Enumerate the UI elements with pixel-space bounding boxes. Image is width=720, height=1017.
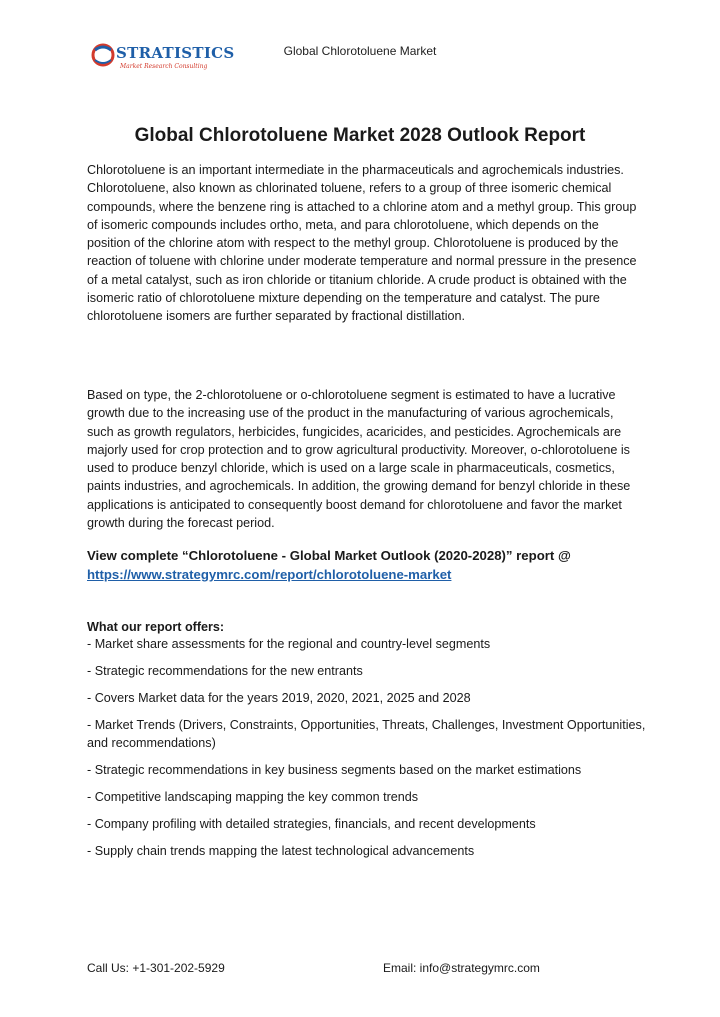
type-paragraph: Based on type, the 2-chlorotoluene or o-chlorotoluene segment is estimated to have a lucrative growth due to the increasing use of the product in the manufacturing of various agrochemicals, such as growth regulators, herbicides, fungicides, acaricides, and pesticides. Agrochemicals are majorly used for crop protection and to grow agricultural productivity. Moreover, o-chlorotoluene is used to produce benzyl chloride, which is used on a large scale in pharmaceuticals, cosmetics, paints industries, and agrochemicals. In addition, the growing demand for benzyl chloride in these applications is anticipated to consequently boost demand for chlorotoluene and favor the market growth during the forecast period. — [87, 388, 631, 531]
logo-wordmark: STRATISTICS — [116, 44, 235, 62]
offers-heading: What our report offers: — [87, 620, 225, 634]
offer-item: - Strategic recommendations for the new entrants — [87, 664, 363, 678]
intro-paragraph: Chlorotoluene is an important intermediate in the pharmaceuticals and agrochemicals industries. Chlorotoluene, also known as chlorinated toluene, refers to a group of three isomeric chemical compounds, where the benzene ring is attached to a chlorine atom and a methyl group. This group of isomeric compounds includes ortho, meta, and para chlorotoluene, which depends on the position of the chlorine atom with respect to the methyl group. Chlorotoluene is produced by the reaction of toluene with chlorine under moderate temperature and normal pressure in the presence of a metal catalyst, such as iron chloride or titanium chloride. A crude product is obtained with the isomeric ratio of chlorotoluene mixture depending on the temperature and catalyst. The pure chlorotoluene isomers are further separated by fractional distillation. — [87, 163, 637, 324]
offer-item: - Market Trends (Drivers, Constraints, Opportunities, Threats, Challenges, Investment Opportunities, and recommendations) — [87, 718, 646, 750]
report-cta — [87, 546, 647, 584]
logo-tagline: Market Research Consulting — [120, 63, 208, 70]
page-title: Global Chlorotoluene Market 2028 Outlook Report — [134, 125, 586, 146]
offer-item: - Market share assessments for the regional and country-level segments — [87, 637, 491, 651]
offers-section — [87, 619, 647, 860]
header-title: Global Chlorotoluene Market — [283, 44, 437, 58]
cta-text: View complete “Chlorotoluene - Global Market Outlook (2020-2028)” report @ — [87, 548, 571, 563]
offer-item: - Supply chain trends mapping the latest technological advancements — [87, 844, 475, 858]
report-link[interactable]: https://www.strategymrc.com/report/chlorotoluene-market — [87, 567, 452, 582]
globe-icon — [90, 40, 116, 70]
offer-item: - Competitive landscaping mapping the key common trends — [87, 790, 419, 804]
offer-item: - Company profiling with detailed strategies, financials, and recent developments — [87, 817, 536, 831]
offer-item: - Strategic recommendations in key business segments based on the market estimations — [87, 763, 582, 777]
footer-email: Email: info@strategymrc.com — [383, 961, 540, 975]
footer-phone: Call Us: +1-301-202-5929 — [87, 961, 225, 975]
stratistics-logo — [90, 40, 235, 80]
offer-item: - Covers Market data for the years 2019, 2020, 2021, 2025 and 2028 — [87, 691, 471, 705]
